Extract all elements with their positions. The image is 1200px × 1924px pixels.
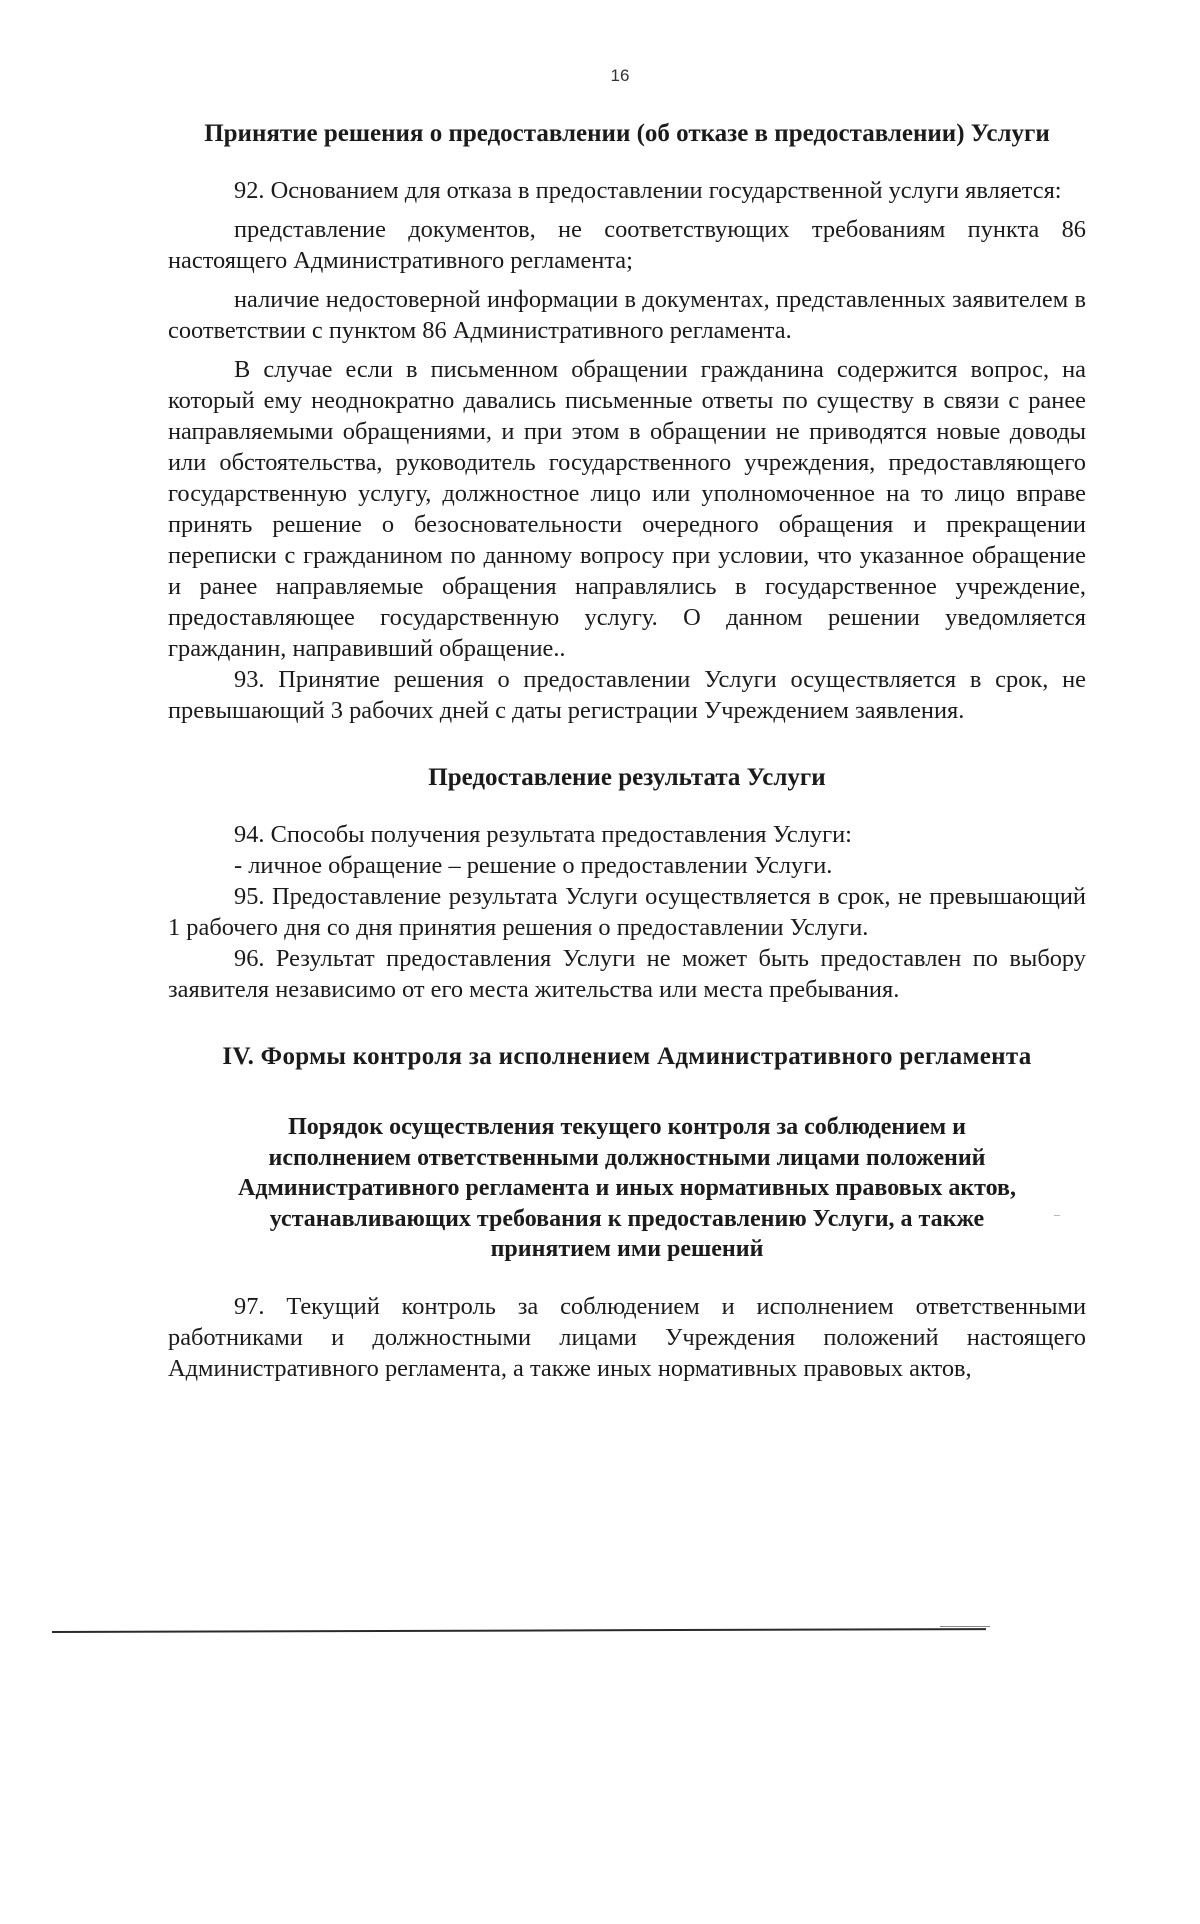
paragraph-93: 93. Принятие решения о предоставлении Услуги осуществляется в срок, не превышающий 3 рабочих дней с даты регистрации Учреждением заявления. — [168, 666, 1086, 724]
heading-line: исполнением ответственными должностными лицами положений — [268, 1144, 986, 1171]
paragraph-92-item-a: представление документов, не соответствующих требованиям пункта 86 настоящего Административного регламента; — [168, 216, 1086, 274]
page-number: 16 — [610, 66, 630, 85]
paragraph-97: 97. Текущий контроль за соблюдением и исполнением ответственными работниками и должностными лицами Учреждения положений настоящего Административного регламента, а также иных нормативных правовых актов, — [168, 1292, 1086, 1382]
section-heading-result: Предоставление результата Услуги — [428, 764, 826, 791]
scan-speck — [1054, 1215, 1060, 1216]
paragraph-94: 94. Способы получения результата предоставления Услуги: — [234, 821, 852, 848]
document-body — [168, 118, 1086, 1384]
paragraph-96: 96. Результат предоставления Услуги не может быть предоставлен по выбору заявителя независимо от его места жительства или места пребывания. — [168, 945, 1086, 1003]
paragraph-94-item: - личное обращение – решение о предоставлении Услуги. — [234, 852, 833, 879]
heading-line: устанавливающих требования к предоставлению Услуги, а также — [269, 1205, 985, 1232]
section-heading-control — [168, 1112, 1086, 1265]
paragraph-95: 95. Предоставление результата Услуги осуществляется в срок, не превышающий 1 рабочего дня со дня принятия решения о предоставлении Услуги. — [168, 883, 1086, 941]
paragraph-92: 92. Основанием для отказа в предоставлении государственной услуги является: — [234, 177, 1062, 204]
paragraph-92-item-b: наличие недостоверной информации в документах, представленных заявителем в соответствии с пунктом 86 Административного регламента. — [168, 286, 1086, 344]
paragraph-92-repeat-appeal: В случае если в письменном обращении гражданина содержится вопрос, на который ему неоднократно давались письменные ответы по существу в связи с ранее направляемыми обращениями, и при этом в обращении не приводятся новые доводы или обстоятельства, руководитель государственного учреждения, предоставляющего государственную услугу, должностное лицо или уполномоченное на то лицо вправе принять решение о безосновательности очередного обращения и прекращении переписки с гражданином по данному вопросу при условии, что указанное обращение и ранее направляемые обращения направлялись в государственное учреждение, предоставляющее государственную услугу. О данном решении уведомляется гражданин, направивший обращение.. — [168, 356, 1086, 662]
footer-rule-tail — [940, 1626, 990, 1627]
heading-line: принятием ими решений — [490, 1236, 764, 1262]
section-heading-decision: Принятие решения о предоставлении (об отказе в предоставлении) Услуги — [204, 120, 1050, 147]
heading-line: Административного регламента и иных нормативных правовых актов, — [237, 1175, 1016, 1201]
footer-rule — [52, 1628, 986, 1633]
heading-line: Порядок осуществления текущего контроля за соблюдением и — [288, 1114, 966, 1140]
chapter-heading-iv: IV. Формы контроля за исполнением Административного регламента — [222, 1043, 1032, 1070]
